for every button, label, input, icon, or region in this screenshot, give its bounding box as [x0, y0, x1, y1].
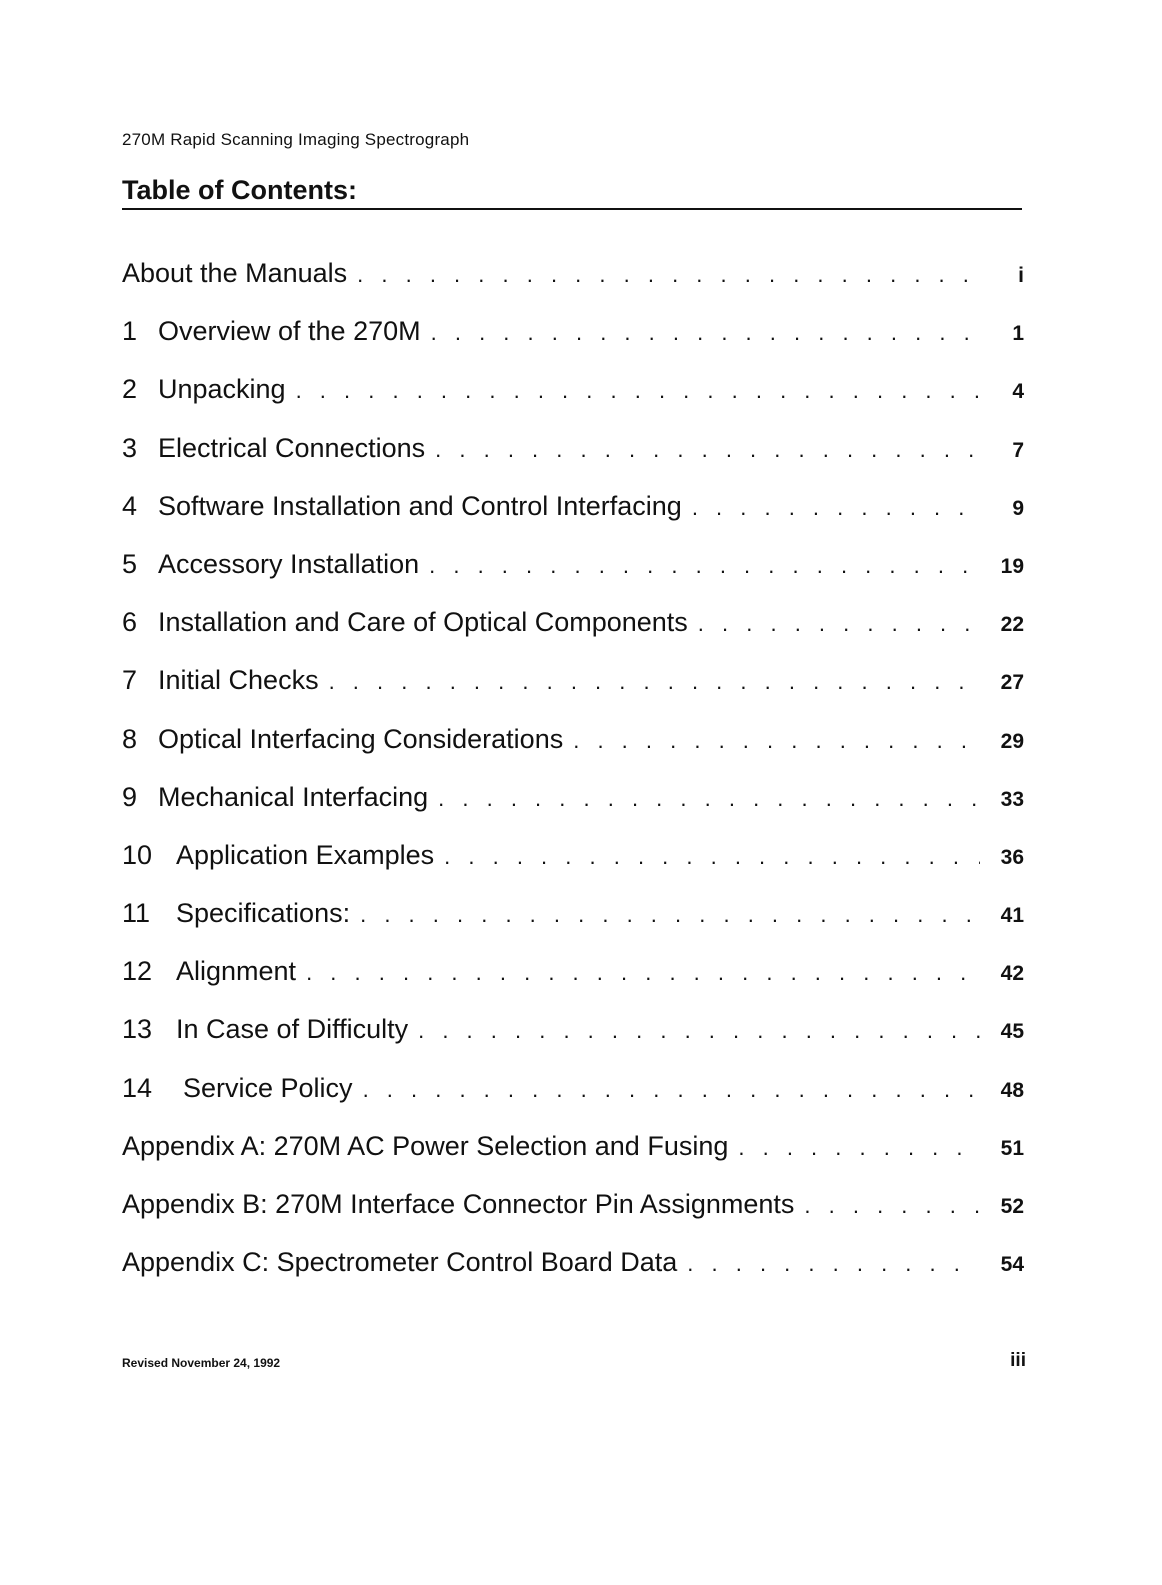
toc-entry-page: 9	[1012, 496, 1024, 520]
toc-entry-number: 9	[122, 781, 138, 812]
toc-entry-page: 52	[1000, 1195, 1024, 1218]
toc-entry-7	[122, 665, 1024, 723]
toc-entry-3	[122, 433, 1024, 491]
page-title: Table of Contents:	[122, 175, 357, 205]
toc-entry-number: 13	[122, 1014, 153, 1045]
running-header: 270M Rapid Scanning Imaging Spectrograph	[122, 130, 470, 149]
toc-entry-number: 11	[122, 898, 151, 929]
toc-entry-label: Alignment	[176, 956, 297, 987]
dot-leader	[429, 553, 980, 579]
toc-entry-about	[122, 258, 1024, 316]
toc-entry-page: 45	[1000, 1020, 1024, 1044]
toc-entry-11	[122, 898, 1024, 956]
toc-entry-number: 7	[122, 665, 138, 696]
dot-leader	[444, 844, 980, 870]
title-divider	[122, 208, 1022, 210]
toc-entry-label: Specifications:	[176, 898, 351, 929]
dot-leader	[438, 786, 980, 812]
toc-entry-9	[122, 782, 1024, 840]
toc-entry-page: 27	[1000, 671, 1024, 695]
toc-entry-13	[122, 1014, 1024, 1072]
dot-leader	[357, 262, 980, 288]
toc-entry-number: 14	[122, 1072, 153, 1103]
toc-entry-number: 12	[122, 956, 153, 987]
toc-entry-page: 4	[1012, 380, 1024, 404]
revision-date: Revised November 24, 1992	[122, 1356, 281, 1370]
toc-entry-page: 29	[1000, 729, 1024, 753]
toc-entry-number: 2	[122, 374, 138, 405]
toc-entry-label: Software Installation and Control Interfacing	[158, 490, 682, 521]
toc-entry-number: 8	[122, 723, 138, 754]
toc-entry-page: 51	[1000, 1136, 1024, 1160]
toc-entry-page: i	[1018, 264, 1024, 287]
toc-entry-page: 7	[1012, 438, 1024, 462]
toc-entry-1	[122, 316, 1024, 374]
toc-entry-label: Initial Checks	[158, 665, 319, 696]
dot-leader	[306, 960, 980, 986]
dot-leader	[296, 378, 980, 404]
toc-entry-label: In Case of Difficulty	[176, 1014, 409, 1045]
dot-leader	[360, 902, 980, 928]
toc-entry-appendix-a	[122, 1131, 1024, 1189]
toc-entry-label: About the Manuals	[122, 258, 348, 288]
toc-entry-page: 54	[1000, 1253, 1024, 1277]
toc-entry-label: Unpacking	[158, 374, 286, 405]
dot-leader	[804, 1193, 980, 1219]
dot-leader	[692, 495, 980, 521]
toc-entry-appendix-c	[122, 1247, 1024, 1305]
table-of-contents	[122, 258, 1024, 1305]
toc-entry-label: Electrical Connections	[158, 432, 426, 463]
dot-leader	[363, 1077, 980, 1103]
toc-entry-number: 10	[122, 839, 153, 870]
toc-entry-12	[122, 956, 1024, 1014]
toc-entry-label: Mechanical Interfacing	[158, 781, 429, 812]
toc-entry-number: 6	[122, 607, 138, 638]
toc-entry-8	[122, 724, 1024, 782]
toc-entry-page: 42	[1000, 962, 1024, 986]
toc-entry-5	[122, 549, 1024, 607]
dot-leader	[698, 611, 980, 637]
dot-leader	[687, 1251, 980, 1277]
toc-entry-label: Service Policy	[183, 1072, 353, 1103]
toc-entry-label: Application Examples	[176, 839, 435, 870]
toc-entry-number: 5	[122, 548, 138, 579]
toc-entry-number: 3	[122, 432, 138, 463]
toc-entry-page: 1	[1012, 322, 1024, 346]
toc-entry-label: Appendix A: 270M AC Power Selection and Fusing	[122, 1130, 729, 1161]
dot-leader	[435, 437, 980, 463]
toc-entry-appendix-b	[122, 1189, 1024, 1247]
toc-entry-4	[122, 491, 1024, 549]
toc-entry-page: 19	[1000, 554, 1024, 578]
toc-entry-10	[122, 840, 1024, 898]
dot-leader	[573, 728, 980, 754]
page-number: iii	[1010, 1350, 1026, 1371]
toc-entry-page: 36	[1000, 845, 1024, 869]
toc-entry-page: 48	[1000, 1078, 1024, 1102]
toc-entry-page: 41	[1000, 904, 1024, 928]
toc-entry-6	[122, 607, 1024, 665]
toc-entry-14	[122, 1073, 1024, 1131]
toc-entry-page: 33	[1000, 787, 1024, 811]
toc-entry-label: Optical Interfacing Considerations	[158, 723, 564, 754]
toc-entry-label: Installation and Care of Optical Components	[158, 607, 688, 638]
toc-entry-page: 22	[1000, 613, 1024, 637]
toc-entry-number: 1	[122, 316, 138, 347]
toc-entry-label: Overview of the 270M	[158, 316, 421, 347]
dot-leader	[418, 1018, 980, 1044]
toc-entry-label: Appendix C: Spectrometer Control Board Data	[122, 1247, 678, 1278]
toc-entry-number: 4	[122, 490, 138, 521]
toc-entry-label: Appendix B: 270M Interface Connector Pin Assignments	[122, 1189, 795, 1219]
toc-entry-label: Accessory Installation	[158, 548, 420, 579]
dot-leader	[738, 1135, 980, 1161]
dot-leader	[431, 320, 980, 346]
toc-entry-2	[122, 374, 1024, 432]
dot-leader	[329, 669, 980, 695]
